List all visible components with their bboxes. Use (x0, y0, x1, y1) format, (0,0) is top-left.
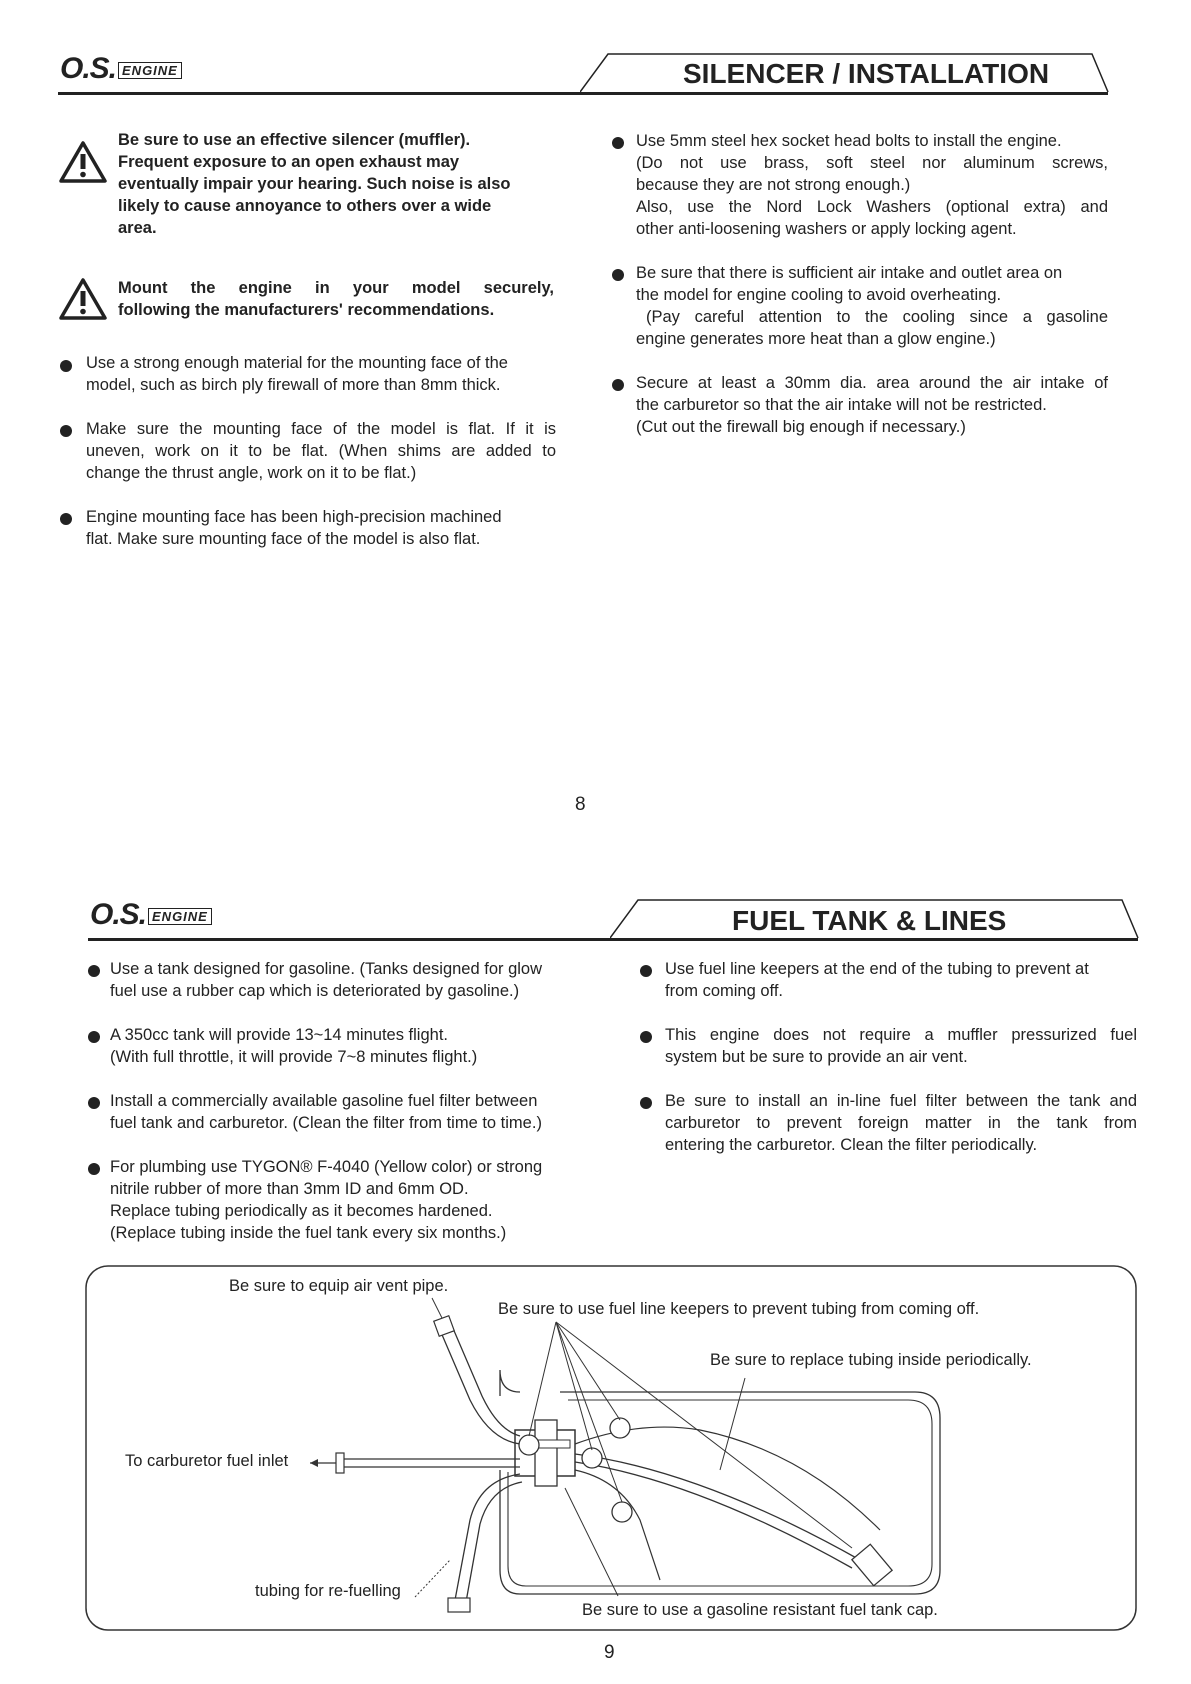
refuel-tubing-label: tubing for re-fuelling (255, 1582, 401, 1600)
bullet-line: Also, use the Nord Lock Washers (optional extra) and (636, 198, 1108, 216)
bullet-line: uneven, work on it to be flat. (When shims are added to (86, 442, 556, 460)
bullet-line: system but be sure to provide an air vent. (665, 1048, 968, 1066)
bullet-line: from coming off. (665, 982, 783, 1000)
warning-line: eventually impair your hearing. Such noise is also (118, 175, 511, 193)
line-keeper (612, 1502, 632, 1522)
replace-tubing-label: Be sure to replace tubing inside periodically. (710, 1351, 1032, 1369)
bullet-line: fuel tank and carburetor. (Clean the filter from time to time.) (110, 1114, 542, 1132)
bullet-line: Replace tubing periodically as it becomes hardened. (110, 1202, 493, 1220)
air-vent-label: Be sure to equip air vent pipe. (229, 1277, 449, 1295)
bullet-line: Be sure to install an in-line fuel filter between the tank and (665, 1092, 1137, 1110)
warning-line: Frequent exposure to an open exhaust may (118, 153, 460, 171)
page-number: 8 (575, 794, 586, 815)
bullet-line: For plumbing use TYGON® F-4040 (Yellow color) or strong (110, 1158, 543, 1176)
page-title: SILENCER / INSTALLATION (683, 58, 1050, 89)
bullet-line: A 350cc tank will provide 13~14 minutes flight. (110, 1026, 448, 1044)
page-title: FUEL TANK & LINES (732, 905, 1007, 936)
bullet-line: because they are not strong enough.) (636, 176, 911, 194)
diagram-frame (86, 1266, 1136, 1630)
bullet-line: (Do not use brass, soft steel nor aluminum screws, (636, 154, 1108, 172)
logo-os: O.S. (90, 898, 147, 931)
air-vent-pipe (440, 1330, 520, 1444)
warning-line: following the manufacturers' recommendations. (118, 301, 495, 319)
bullet-line: Use fuel line keepers at the end of the tubing to prevent at (665, 960, 1089, 978)
bullet-line: carburetor to prevent foreign matter in the tank from (665, 1114, 1137, 1132)
bullet-line: (Replace tubing inside the fuel tank every six months.) (110, 1224, 507, 1242)
bullet-line: This engine does not require a muffler pressurized fuel (665, 1026, 1137, 1044)
page-number: 9 (604, 1642, 615, 1663)
bullet-line: (With full throttle, it will provide 7~8 minutes flight.) (110, 1048, 478, 1066)
bullet-line: model, such as birch ply firewall of more than 8mm thick. (86, 376, 501, 394)
bullet-line: entering the carburetor. Clean the filter periodically. (665, 1136, 1038, 1154)
refuel-tubing (455, 1474, 520, 1600)
clunk (852, 1544, 892, 1585)
bullet-line: nitrile rubber of more than 3mm ID and 6mm OD. (110, 1180, 469, 1198)
bullet-line: the carburetor so that the air intake will not be restricted. (636, 396, 1047, 414)
bullet-line: Use a tank designed for gasoline. (Tanks designed for glow (110, 960, 543, 978)
bullet-line: Be sure that there is sufficient air intake and outlet area on (636, 264, 1063, 282)
bullet-line: Use 5mm steel hex socket head bolts to install the engine. (636, 132, 1062, 150)
bullet-line: the model for engine cooling to avoid overheating. (636, 286, 1002, 304)
line-keeper (519, 1435, 539, 1455)
warning-line: Be sure to use an effective silencer (muffler). (118, 131, 471, 149)
warning-line: Mount the engine in your model securely, (118, 279, 554, 297)
warning-line: likely to cause annoyance to others over a wide (118, 197, 492, 215)
bullet-line: Secure at least a 30mm dia. area around the air intake of (636, 374, 1108, 392)
bullet-line: Use a strong enough material for the mounting face of the (86, 354, 508, 372)
bullet-line: Install a commercially available gasoline fuel filter between (110, 1092, 538, 1110)
bullet-line: Engine mounting face has been high-precision machined (86, 508, 502, 526)
logo-engine: ENGINE (118, 62, 182, 79)
warning-line: area. (118, 219, 157, 237)
logo-engine: ENGINE (148, 908, 212, 925)
bullet-line: flat. Make sure mounting face of the model is also flat. (86, 530, 481, 548)
bullet-line: Make sure the mounting face of the model is flat. If it is (86, 420, 556, 438)
logo-os: O.S. (60, 52, 117, 85)
bullet-line: change the thrust angle, work on it to be flat.) (86, 464, 417, 482)
bullet-line: (Cut out the firewall big enough if necessary.) (636, 418, 966, 436)
bullet-line: (Pay careful attention to the cooling since a gasoline (646, 308, 1108, 326)
bullet-line: fuel use a rubber cap which is deteriorated by gasoline.) (110, 982, 520, 1000)
line-keeper (610, 1418, 630, 1438)
fuel-cap-label: Be sure to use a gasoline resistant fuel tank cap. (582, 1601, 938, 1619)
carb-inlet-label: To carburetor fuel inlet (125, 1452, 289, 1470)
line-keepers-label: Be sure to use fuel line keepers to prevent tubing from coming off. (498, 1300, 980, 1318)
line-keeper (582, 1448, 602, 1468)
bullet-line: engine generates more heat than a glow engine.) (636, 330, 996, 348)
bullet-line: other anti-loosening washers or apply locking agent. (636, 220, 1017, 238)
